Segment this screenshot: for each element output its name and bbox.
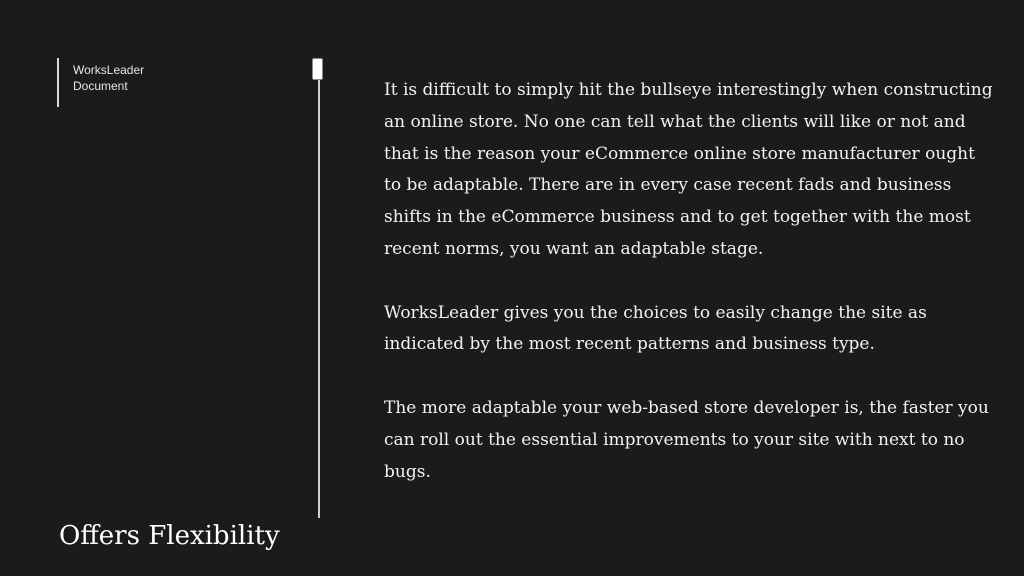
divider-marker xyxy=(312,58,323,80)
paragraph-3: The more adaptable your web-based store developer is, the faster you can roll out the essential improvements to your site with next to no bugs. xyxy=(384,397,989,482)
brand-line-2: Document xyxy=(73,79,128,93)
vertical-divider xyxy=(318,70,320,518)
body-text xyxy=(384,75,996,488)
paragraph-1: It is difficult to simply hit the bullseye interestingly when constructing an online store. No one can tell what the clients will like or not and that is the reason your eCommerce online store manufacturer ought to be adaptable. There are in every case recent fads and business shifts in the eCommerce business and to get together with the most recent norms, you want an adaptable stage. xyxy=(384,80,993,259)
paragraph-2: WorksLeader gives you the choices to easily change the site as indicated by the most recent patterns and business type. xyxy=(384,302,927,355)
brand-line-1: WorksLeader xyxy=(73,63,145,77)
brand-label xyxy=(57,58,187,107)
slide-title: Offers Flexibility xyxy=(59,521,280,551)
